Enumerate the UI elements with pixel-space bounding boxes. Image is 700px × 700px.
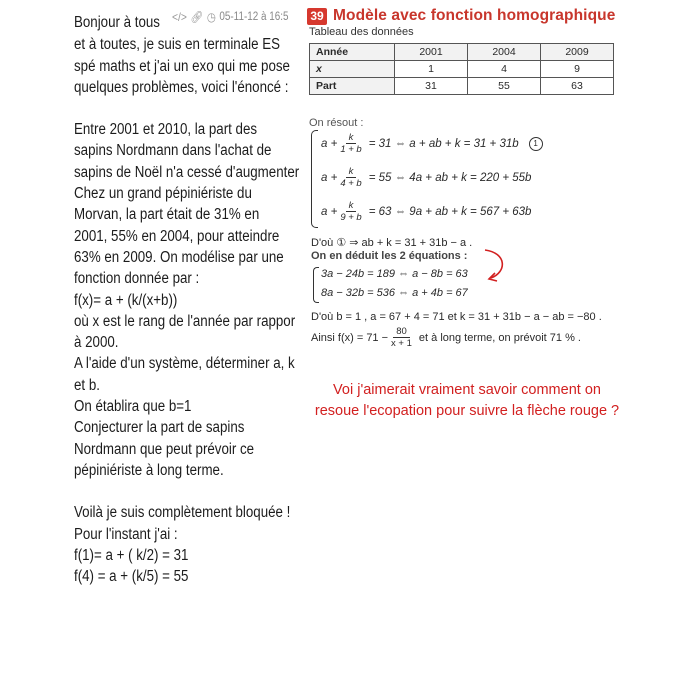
system-equation-1 (321, 132, 543, 155)
code-icon[interactable]: </> (172, 10, 187, 24)
table-cell: 2009 (541, 44, 614, 61)
post-greeting: Bonjour à tous (74, 14, 160, 31)
post-line: Voilà je suis complètement bloquée ! (74, 504, 291, 522)
exercise-sheet (307, 0, 617, 360)
post-line: où x est le rang de l'année par rappor (74, 312, 296, 330)
table-cell: Année (310, 44, 395, 61)
post-timestamp: 05-11-12 à 16:5 (219, 11, 289, 23)
post-line: pépiniériste à long terme. (74, 461, 224, 479)
post-line: spé maths et j'ai un exo qui me pose (74, 57, 290, 75)
fraction-denominator: 9 + b (340, 212, 362, 223)
post-line: f(x)= a + (k/(x+b)) (74, 291, 178, 309)
resout-label: On résout : (309, 117, 364, 129)
post-line: Nordmann que peut prévoir ce (74, 440, 255, 458)
exercise-number: 39 (307, 8, 327, 25)
data-table (309, 43, 614, 95)
post-line: Conjecturer la part de sapins (74, 419, 245, 437)
exercise-header (307, 7, 615, 25)
table-cell: 55 (468, 78, 541, 95)
post-blank-line (74, 481, 306, 502)
system-equation-3 (321, 200, 531, 223)
equation-fraction (340, 132, 361, 155)
exercise-title: Modèle avec fonction homographique (333, 7, 616, 24)
post-line: Entre 2001 et 2010, la part des (74, 121, 258, 139)
table-cell: x (310, 61, 395, 78)
clock-icon: ◷ (206, 10, 216, 24)
fraction-numerator: 80 (393, 326, 410, 338)
fraction-numerator: k (346, 132, 357, 144)
conclusion-rest: et à long terme, on prévoit 71 % . (418, 331, 581, 344)
table-row (310, 44, 614, 61)
equation-fraction (340, 166, 361, 189)
post-line: fonction donnée par : (74, 270, 200, 288)
table-cell: 2004 (468, 44, 541, 61)
table-cell: 4 (468, 61, 541, 78)
equation-marker: 1 (529, 137, 543, 151)
equation-pair-2: 8a − 32b = 536 ⇔ a + 4b = 67 (321, 287, 468, 299)
exercise-subtitle: Tableau des données (309, 26, 414, 38)
post-line: Morvan, la part était de 31% en (74, 206, 260, 224)
table-cell: 2001 (395, 44, 468, 61)
link-icon[interactable]: 🔗︎ (190, 10, 204, 24)
post-line: et à toutes, je suis en terminale ES (74, 36, 280, 54)
equations-brace (313, 267, 319, 303)
fraction-denominator: 4 + b (340, 178, 362, 189)
post-line: f(4) = a + (k/5) = 55 (74, 568, 189, 586)
post-line: On établira que b=1 (74, 398, 192, 416)
conclusion-fraction (391, 326, 412, 349)
post-line: A l'aide d'un système, déterminer a, k (74, 355, 295, 373)
post-line: f(1)= a + ( k/2) = 31 (74, 546, 189, 564)
dou-line: D'où ① ⇒ ab + k = 31 + 31b − a . (311, 237, 473, 249)
conclusion-line (311, 326, 581, 349)
table-cell: 63 (541, 78, 614, 95)
equation-pair-1: 3a − 24b = 189 ⇔ a − 8b = 63 (321, 268, 468, 280)
forum-post (74, 0, 300, 642)
equation-rest: = 31 ⇔ a + ab + k = 31 + 31b (368, 137, 519, 150)
deduce-line: On en déduit les 2 équations : (311, 250, 468, 262)
result-line: D'où b = 1 , a = 67 + 4 = 71 et k = 31 + 31b − a − ab = −80 . (311, 311, 602, 323)
fraction-denominator: x + 1 (391, 338, 412, 349)
equation-fraction (340, 200, 361, 223)
post-first-line (74, 12, 306, 34)
table-row (310, 61, 614, 78)
table-cell: Part (310, 78, 395, 95)
post-blank-line (74, 98, 306, 119)
post-line: Chez un grand pépiniériste du (74, 185, 252, 203)
post-line: Pour l'instant j'ai : (74, 525, 178, 543)
post-line: sapins Nordmann dans l'achat de (74, 142, 272, 160)
equation-lead: a + (321, 205, 338, 218)
fraction-denominator: 1 + b (340, 144, 362, 155)
equation-rest: = 55 ⇔ 4a + ab + k = 220 + 55b (368, 171, 532, 184)
equation-lead: a + (321, 137, 338, 150)
equation-rest: = 63 ⇔ 9a + ab + k = 567 + 63b (368, 205, 532, 218)
post-meta (172, 7, 288, 28)
system-equation-2 (321, 166, 531, 189)
post-line: 63% en 2009. On modélise par une (74, 248, 284, 266)
conclusion-lead: Ainsi f(x) = 71 − (311, 331, 389, 344)
equation-lead: a + (321, 171, 338, 184)
question-text: Voi j'aimerait vraiment savoir comment on resoue l'ecopation pour suivre la flèche rouge ? (314, 382, 620, 419)
post-line: et b. (74, 376, 100, 394)
post-line: sapins de Noël n'a cessé d'augmenter (74, 163, 300, 181)
system-brace (311, 130, 318, 228)
fraction-numerator: k (346, 200, 357, 212)
table-cell: 9 (541, 61, 614, 78)
table-row (310, 78, 614, 95)
table-cell: 31 (395, 78, 468, 95)
post-line: à 2000. (74, 334, 119, 352)
table-cell: 1 (395, 61, 468, 78)
post-line: 2001, 55% en 2004, pour atteindre (74, 227, 280, 245)
post-line: quelques problèmes, voici l'énoncé : (74, 78, 289, 96)
post-fade (60, 632, 320, 646)
fraction-numerator: k (346, 166, 357, 178)
